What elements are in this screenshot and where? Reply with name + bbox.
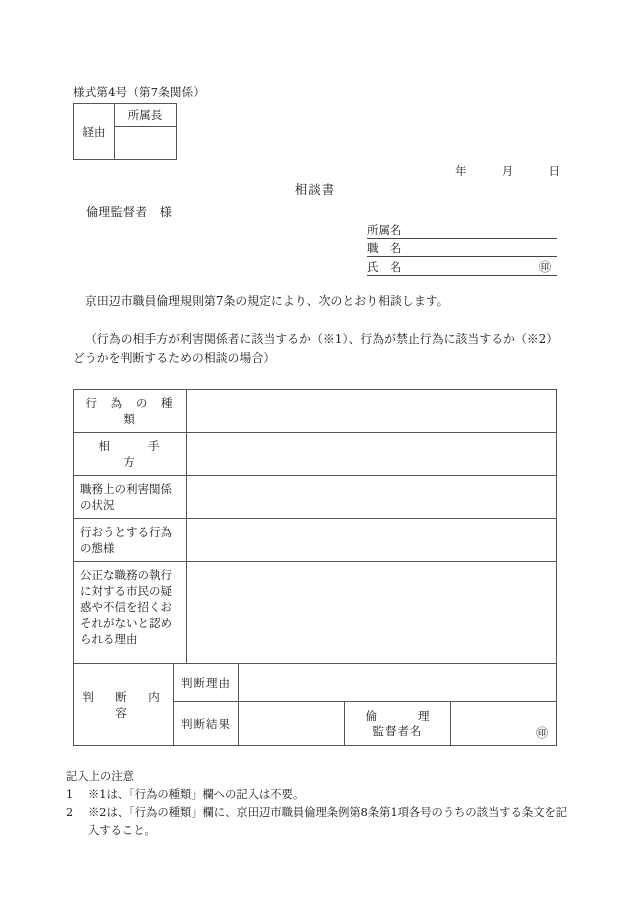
note-item-1 [66, 786, 571, 804]
date-day-label: 日 [548, 164, 560, 178]
consultation-table [73, 389, 557, 664]
supervisor-label-line2: 監督者名 [372, 723, 423, 738]
table-row-counterparty [74, 433, 557, 476]
row-label-interest-status: 職務上の利害関係の状況 [74, 476, 187, 519]
row-label-act-manner: 行おうとする行為の態様 [74, 519, 187, 562]
date-year-label: 年 [455, 164, 467, 178]
seal-icon: ㊞ [538, 259, 551, 274]
supervisor-label-line1: 倫 理 [365, 708, 436, 723]
body-paragraph-1: 京田辺市職員倫理規則第7条の規定により、次のとおり相談します。 [85, 294, 449, 308]
decision-main-label: 判 断 内 容 [74, 664, 174, 746]
signature-block [367, 220, 557, 276]
supervisor-signature-cell[interactable] [451, 702, 557, 746]
table-row-reason-no-doubt [74, 562, 557, 664]
notes-section [66, 768, 571, 840]
row-label-reason-no-doubt: 公正な職務の執行に対する市民の疑惑や不信を招くおそれがないと認められる理由 [74, 562, 187, 664]
note-text-1: ※1は、「行為の種類」欄への記入は不要。 [88, 788, 305, 801]
row-value-act-type[interactable] [187, 390, 557, 433]
note-text-2: ※2は、「行為の種類」欄に、京田辺市職員倫理条例第8条第1項各号のうちの該当する条文を記入すること。 [88, 806, 568, 837]
table-row-act-type [74, 390, 557, 433]
page-title: 相談書 [294, 182, 336, 197]
signature-label-affiliation: 所属名 [367, 222, 402, 237]
row-value-interest-status[interactable] [187, 476, 557, 519]
date-line [455, 163, 560, 179]
decision-reason-label: 判断理由 [174, 664, 239, 702]
signature-label-position: 職 名 [367, 241, 402, 255]
addressee-line: 倫理監督者 様 [86, 205, 173, 219]
table-row-act-manner [74, 519, 557, 562]
signature-row-affiliation[interactable] [367, 220, 557, 239]
routing-table [73, 103, 177, 160]
routing-value-cell[interactable] [115, 127, 176, 159]
decision-table [73, 663, 557, 746]
supervisor-name-label [345, 702, 451, 746]
decision-reason-value[interactable] [239, 664, 557, 702]
row-value-counterparty[interactable] [187, 433, 557, 476]
signature-label-name: 氏 名 [367, 259, 402, 274]
note-number-2: 2 [66, 806, 74, 819]
note-number-1: 1 [66, 788, 74, 801]
note-item-2 [66, 804, 571, 840]
form-number: 様式第4号（第7条関係） [73, 85, 206, 99]
notes-heading: 記入上の注意 [66, 770, 134, 783]
row-label-act-type: 行 為 の 種 類 [74, 390, 187, 433]
signature-row-position[interactable] [367, 239, 557, 258]
routing-label: 経由 [82, 124, 106, 139]
row-value-reason-no-doubt[interactable] [187, 562, 557, 664]
table-row-interest-status [74, 476, 557, 519]
signature-row-name[interactable] [367, 257, 557, 276]
date-month-label: 月 [501, 164, 514, 178]
body-paragraph-2: （行為の相手方が利害関係者に該当するか（※1）、行為が禁止行為に該当するか（※2）どうかを判断するための相談の場合） [73, 332, 559, 365]
decision-result-label: 判断結果 [174, 702, 239, 746]
row-label-counterparty: 相 手 方 [74, 433, 187, 476]
seal-icon: ㊞ [535, 726, 548, 740]
row-value-act-manner[interactable] [187, 519, 557, 562]
routing-column-header: 所属長 [127, 108, 163, 122]
decision-result-value[interactable] [239, 702, 345, 746]
decision-row-reason [74, 664, 557, 702]
